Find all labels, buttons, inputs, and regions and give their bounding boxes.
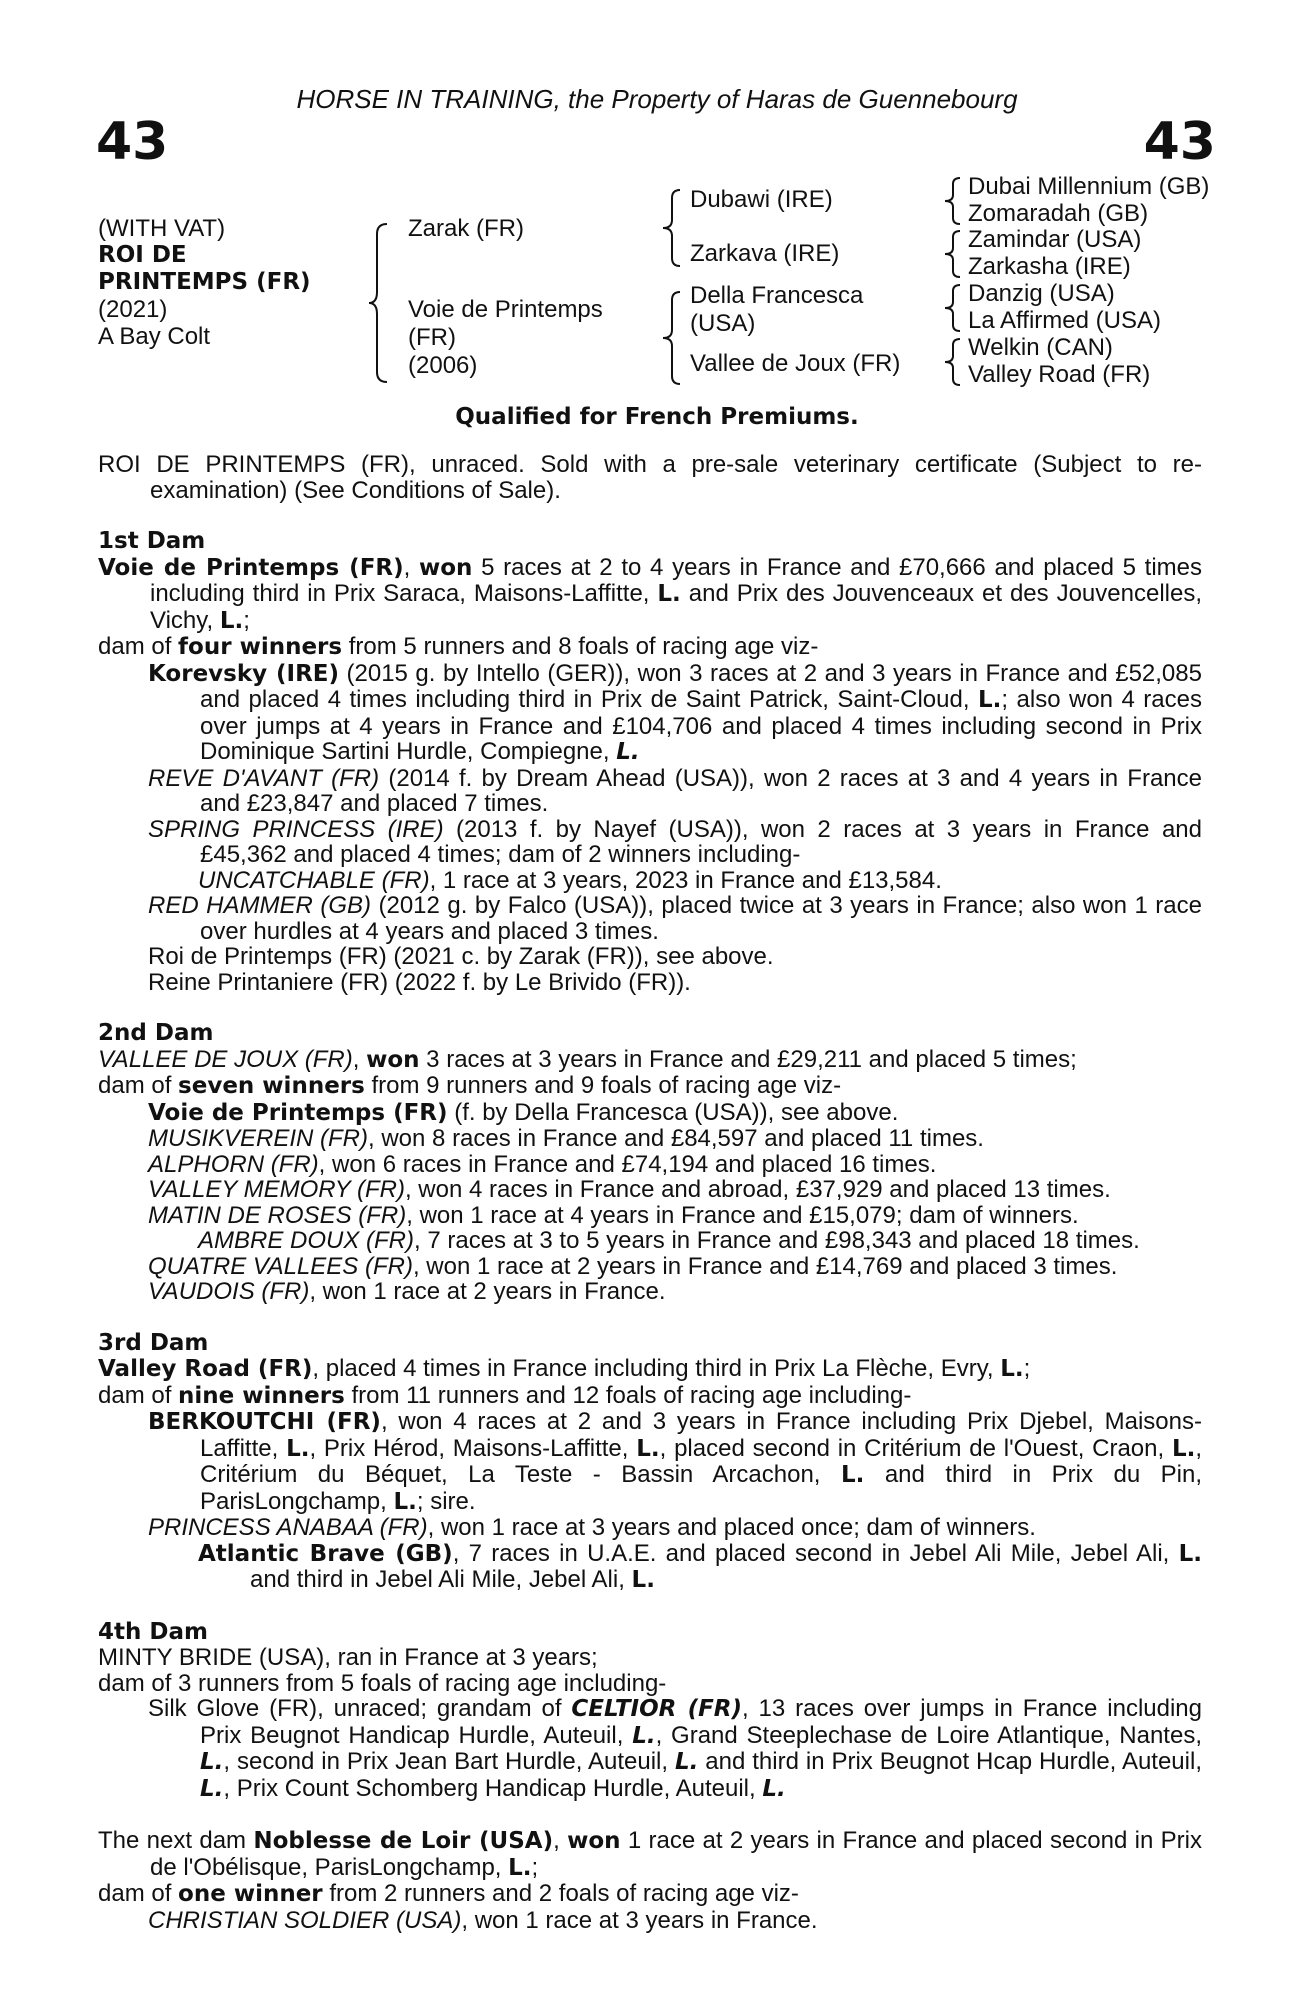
next-dam-produce-item: CHRISTIAN SOLDIER (USA), won 1 race at 3 years in France. xyxy=(148,1906,818,1934)
page-header-title: HORSE IN TRAINING, the Property of Haras de Guennebourg xyxy=(296,84,1018,114)
fourth-dam-section xyxy=(98,1620,1202,1803)
third-dam-grandproduce-item: Atlantic Brave (GB), 7 races in U.A.E. and placed second in Jebel Ali Mile, Jebel Ali, L. and third in Jebel Ali Mile, Jebel Ali, L. xyxy=(198,1539,1202,1593)
second-dam-produce-item: QUATRE VALLEES (FR), won 1 race at 2 years in France and £14,769 and placed 3 times. xyxy=(148,1252,1118,1280)
horse-description: A Bay Colt xyxy=(98,323,211,350)
second-dam-produce-item: MATIN DE ROSES (FR), won 1 race at 4 years in France and £15,079; dam of winners. xyxy=(148,1201,1079,1229)
second-dam-produce-item: Voie de Printemps (FR) (f. by Della Francesca (USA)), see above. xyxy=(148,1098,899,1126)
first-dam-produce-item: Roi de Printemps (FR) (2021 c. by Zarak (FR)), see above. xyxy=(148,943,774,970)
pedigree-sds: Zamindar (USA) xyxy=(968,226,1142,253)
fourth-dam-heading: 4th Dam xyxy=(98,1618,208,1645)
second-dam-produce-line: dam of seven winners from 9 runners and 9 foals of racing age viz- xyxy=(98,1072,842,1099)
pedigree-dsd: La Affirmed (USA) xyxy=(968,307,1161,334)
pedigree-dam-name: Voie de Printemps xyxy=(408,296,603,323)
first-dam-produce-item: Reine Printaniere (FR) (2022 f. by Le Brivido (FR)). xyxy=(148,968,691,996)
vat-label: (WITH VAT) xyxy=(98,215,226,242)
intro-paragraph: ROI DE PRINTEMPS (FR), unraced. Sold with a pre-sale veterinary certificate (Subject to re-examination) (See Conditions of Sale). xyxy=(98,451,1202,504)
first-dam-produce-item: Korevsky (IRE) (2015 g. by Intello (GER)), won 3 races at 2 and 3 years in France and £52,085 and placed 4 times including third in Prix de Saint Patrick, Saint-Cloud, L.; also won 4 races over jumps at 4 years in France and £104,706 and placed 4 times including second in Prix Dominique Sartini Hurdle, Compiegne, L. xyxy=(148,659,1202,765)
fourth-dam-produce-line: dam of 3 runners from 5 foals of racing age including- xyxy=(98,1669,667,1697)
pedigree-brace-7 xyxy=(942,337,962,387)
pedigree-sss: Dubai Millennium (GB) xyxy=(968,173,1210,200)
pedigree-sire: Zarak (FR) xyxy=(408,215,524,242)
pedigree-dam-year: (2006) xyxy=(408,352,478,379)
pedigree-dds: Welkin (CAN) xyxy=(968,334,1113,361)
first-dam-produce-line: dam of four winners from 5 runners and 8 foals of racing age viz- xyxy=(98,633,819,660)
second-dam-produce-item: VALLEY MEMORY (FR), won 4 races in France and abroad, £37,929 and placed 13 times. xyxy=(148,1176,1111,1203)
third-dam-section xyxy=(98,1331,1202,1594)
horse-name-line2: PRINTEMPS (FR) xyxy=(98,269,311,295)
first-dam-produce-item: REVE D'AVANT (FR) (2014 f. by Dream Ahead (USA)), won 2 races at 3 and 4 years in France and £23,847 and placed 7 times. xyxy=(148,764,1203,817)
pedigree-brace-5 xyxy=(942,229,962,279)
pedigree-sire-dam: Zarkava (IRE) xyxy=(690,240,840,267)
pedigree-dam-sire xyxy=(690,282,863,338)
pedigree-ddd: Valley Road (FR) xyxy=(968,361,1151,388)
first-dam-heading: 1st Dam xyxy=(98,528,206,554)
second-dam-produce-item: MUSIKVEREIN (FR), won 8 races in France and £84,597 and placed 11 times. xyxy=(148,1125,984,1152)
pedigree-dam-sire-country: (USA) xyxy=(690,310,756,337)
next-dam-summary: The next dam Noblesse de Loir (USA), won 1 race at 2 years in France and placed second in Prix de l'Obélisque, ParisLongchamp, L.; xyxy=(98,1827,1202,1881)
third-dam-heading: 3rd Dam xyxy=(98,1329,209,1356)
next-dam-produce-line: dam of one winner from 2 runners and 2 foals of racing age viz- xyxy=(98,1880,799,1907)
pedigree-dam-dam: Vallee de Joux (FR) xyxy=(690,350,901,377)
catalogue-body xyxy=(98,452,1202,1933)
pedigree-dss: Danzig (USA) xyxy=(968,280,1115,307)
next-dam-section xyxy=(98,1828,1202,1933)
third-dam-produce-line: dam of nine winners from 11 runners and 12 foals of racing age including- xyxy=(98,1381,912,1409)
pedigree-brace-3 xyxy=(660,290,682,386)
first-dam-produce-item: SPRING PRINCESS (IRE) (2013 f. by Nayef (USA)), won 2 races at 3 years in France and £45,362 and placed 4 times; dam of 2 winners including- xyxy=(148,815,1202,868)
pedigree-dam-country: (FR) xyxy=(408,324,456,351)
first-dam-summary: Voie de Printemps (FR), won 5 races at 2 to 4 years in France and £70,666 and placed 5 times including third in Prix Saraca, Maisons-Laffitte, L. and Prix des Jouvenceaux et des Jouvencelles, Vichy, L.; xyxy=(98,553,1202,634)
lot-number-left: 43 xyxy=(96,112,169,172)
pedigree-brace-1 xyxy=(367,222,389,384)
third-dam-summary: Valley Road (FR), placed 4 times in France including third in Prix La Flèche, Evry, L.; xyxy=(98,1355,1031,1382)
first-dam-grandproduce-item: UNCATCHABLE (FR), 1 race at 3 years, 2023 in France and £13,584. xyxy=(198,866,942,894)
pedigree-brace-4 xyxy=(942,176,962,226)
third-dam-produce-item: BERKOUTCHI (FR), won 4 races at 2 and 3 years in France including Prix Djebel, Maisons-Laffitte, L., Prix Hérod, Maisons-Laffitte, L., placed second in Critérium de l'Ouest, Craon, L., Critérium du Béquet, La Teste - Bassin Arcachon, L. and third in Prix du Pin, ParisLongchamp, L.; sire. xyxy=(148,1408,1203,1515)
second-dam-heading: 2nd Dam xyxy=(98,1020,214,1046)
fourth-dam-summary: MINTY BRIDE (USA), ran in France at 3 years; xyxy=(98,1644,598,1671)
first-dam-section xyxy=(98,529,1202,995)
third-dam-produce-item: PRINCESS ANABAA (FR), won 1 race at 3 years and placed once; dam of winners. xyxy=(148,1514,1036,1541)
horse-identity xyxy=(98,215,311,350)
second-dam-produce-item: ALPHORN (FR), won 6 races in France and £74,194 and placed 16 times. xyxy=(148,1150,937,1178)
second-dam-grandproduce-item: AMBRE DOUX (FR), 7 races at 3 to 5 years in France and £98,343 and placed 18 times. xyxy=(198,1227,1140,1254)
fourth-dam-produce-item: Silk Glove (FR), unraced; grandam of CELTIOR (FR), 13 races over jumps in France including Prix Beugnot Handicap Hurdle, Auteuil, L., Grand Steeplechase de Loire Atlantique, Nantes, L., second in Prix Jean Bart Hurdle, Auteuil, L. and third in Prix Beugnot Hcap Hurdle, Auteuil, L., Prix Count Schomberg Handicap Hurdle, Auteuil, L. xyxy=(148,1695,1203,1802)
qualified-note: Qualified for French Premiums. xyxy=(455,404,859,430)
second-dam-summary: VALLEE DE JOUX (FR), won 3 races at 3 years in France and £29,211 and placed 5 times; xyxy=(98,1045,1077,1073)
pedigree-brace-2 xyxy=(660,188,682,268)
pedigree-ssd: Zomaradah (GB) xyxy=(968,200,1149,227)
pedigree-dam-sire-name: Della Francesca xyxy=(690,282,864,309)
lot-number-right: 43 xyxy=(1143,112,1216,172)
horse-year: (2021) xyxy=(98,296,168,323)
second-dam-section xyxy=(98,1021,1202,1305)
pedigree-sdd: Zarkasha (IRE) xyxy=(968,253,1131,280)
horse-name-line1: ROI DE xyxy=(98,242,187,268)
first-dam-produce-item: RED HAMMER (GB) (2012 g. by Falco (USA)), placed twice at 3 years in France; also won 1 race over hurdles at 4 years and placed 3 times. xyxy=(148,892,1202,945)
pedigree-brace-6 xyxy=(942,283,962,333)
second-dam-produce-item: VAUDOIS (FR), won 1 race at 2 years in France. xyxy=(148,1278,666,1305)
pedigree-sire-sire: Dubawi (IRE) xyxy=(690,186,833,213)
pedigree-dam xyxy=(408,296,603,380)
